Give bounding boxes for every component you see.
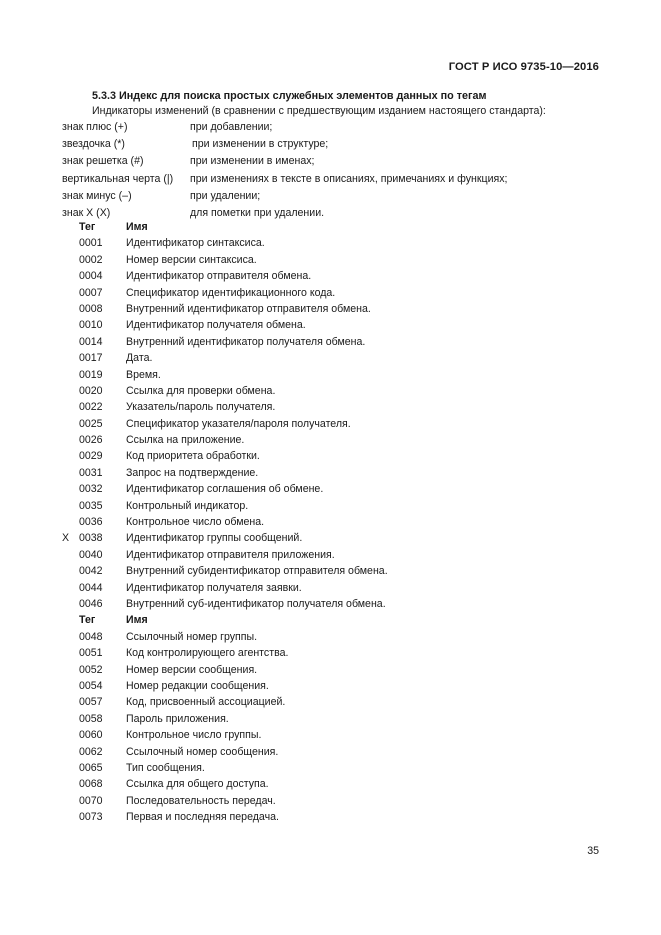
table-row [62,465,622,481]
tag-name: Время. [126,368,161,381]
tag-name: Номер редакции сообщения. [126,679,269,692]
tag-code: 0025 [79,417,103,430]
tag-code: 0073 [79,811,103,824]
tag-name: Ссылка на приложение. [126,434,245,447]
tag-name: Тип сообщения. [126,761,205,774]
table-row [62,268,622,284]
tag-name: Первая и последняя передача. [126,811,279,824]
tag-code: 0048 [79,630,103,643]
table-row [62,793,622,809]
legend-meaning: при изменениях в тексте в описаниях, примечаниях и функциях; [190,172,508,185]
standard-identifier: ГОСТ Р ИСО 9735-10—2016 [448,61,599,73]
change-marker: X [62,532,70,545]
table-row [62,399,622,415]
tag-name: Код приоритета обработки. [126,450,260,463]
tag-code: 0062 [79,745,103,758]
tag-code: 0032 [79,483,103,496]
table-row [62,809,622,825]
table-row [62,678,622,694]
tag-code: 0020 [79,384,103,397]
table-row [62,744,622,760]
tag-name: Идентификатор получателя заявки. [126,581,302,594]
tag-name: Ссылка для проверки обмена. [126,384,276,397]
table-row [62,580,622,596]
table-row [62,629,622,645]
tag-code: 0051 [79,647,103,660]
tag-name: Идентификатор отправителя обмена. [126,270,312,283]
tag-code: 0022 [79,401,103,414]
legend-sign: знак X (X) [62,206,111,219]
tag-name: Спецификатор указателя/пароля получателя. [126,417,351,430]
column-header-name: Имя [126,614,148,627]
tag-name: Дата. [126,352,153,365]
tag-code: 0031 [79,466,103,479]
table-row [62,694,622,710]
table-row [62,530,622,546]
table-row [62,563,622,579]
tag-code: 0008 [79,302,103,315]
tag-code: 0004 [79,270,103,283]
table-body-1 [62,235,622,612]
legend-row-minus [62,188,622,205]
tag-code: 0068 [79,778,103,791]
table-row [62,285,622,301]
tag-code: 0007 [79,286,103,299]
tag-code: 0026 [79,434,103,447]
legend-meaning: при удалении; [190,189,261,202]
tag-code: 0065 [79,761,103,774]
table-row [62,596,622,612]
tag-name: Код, присвоенный ассоциацией. [126,696,286,709]
tag-code: 0057 [79,696,103,709]
table-row [62,662,622,678]
legend-sign: вертикальная черта (|) [62,172,174,185]
table-row [62,334,622,350]
table-row [62,416,622,432]
tag-code: 0058 [79,712,103,725]
tag-name: Идентификатор соглашения об обмене. [126,483,324,496]
tag-name: Контрольный индикатор. [126,499,249,512]
page-number: 35 [587,845,599,857]
tag-name: Номер версии синтаксиса. [126,253,257,266]
tag-code: 0046 [79,597,103,610]
table-body-2 [62,629,622,826]
tag-name: Ссылочный номер сообщения. [126,745,279,758]
tag-name: Пароль приложения. [126,712,229,725]
tag-code: 0070 [79,794,103,807]
table-row [62,350,622,366]
indicators-intro: Индикаторы изменений (в сравнении с предшествующим изданием настоящего стандарта): [92,105,546,117]
table-row [62,760,622,776]
column-header-name: Имя [126,221,148,233]
tag-name: Контрольное число группы. [126,729,262,742]
tag-name: Внутренний субидентификатор отправителя обмена. [126,565,388,578]
column-header-tag: Тег [79,221,96,233]
tag-code: 0040 [79,548,103,561]
tag-code: 0035 [79,499,103,512]
tag-name: Внутренний идентификатор отправителя обмена. [126,302,371,315]
tag-name: Код контролирующего агентства. [126,647,289,660]
tag-name: Последовательность передач. [126,794,276,807]
table-row [62,481,622,497]
tag-code: 0010 [79,319,103,332]
tag-code: 0036 [79,516,103,529]
table-row [62,448,622,464]
tag-name: Контрольное число обмена. [126,516,265,529]
tag-name: Ссылка для общего доступа. [126,778,269,791]
legend-sign: знак решетка (#) [62,155,144,168]
tag-name: Внутренний суб-идентификатор получателя обмена. [126,597,386,610]
tag-name: Идентификатор получателя обмена. [126,319,306,332]
tag-name: Номер версии сообщения. [126,663,258,676]
change-indicator-legend [62,119,622,222]
table-row [62,317,622,333]
tag-code: 0029 [79,450,103,463]
legend-sign: знак плюс (+) [62,121,128,133]
legend-meaning: для пометки при удалении. [190,206,325,219]
legend-meaning: при добавлении; [190,121,273,133]
table-row [62,383,622,399]
tag-name: Запрос на подтверждение. [126,466,259,479]
legend-row-asterisk [62,136,622,153]
table-header [62,219,622,235]
tag-code: 0001 [79,237,103,250]
table-row [62,711,622,727]
table-row [62,235,622,251]
tag-code: 0002 [79,253,103,266]
tag-code: 0017 [79,352,103,365]
tag-code: 0038 [79,532,103,545]
table-row [62,514,622,530]
tag-name: Спецификатор идентификационного кода. [126,286,336,299]
legend-row-vertical-bar [62,171,622,188]
tag-name: Внутренний идентификатор получателя обмена. [126,335,366,348]
column-header-tag: Тег [79,614,96,627]
tag-code: 0044 [79,581,103,594]
tag-code: 0042 [79,565,103,578]
tag-code: 0060 [79,729,103,742]
tag-name: Ссылочный номер группы. [126,630,258,643]
legend-meaning: при изменении в именах; [190,155,315,168]
table-row [62,252,622,268]
tag-name: Идентификатор отправителя приложения. [126,548,335,561]
table-row [62,776,622,792]
table-header [62,612,622,628]
table-row [62,498,622,514]
section-title: 5.3.3 Индекс для поиска простых служебных элементов данных по тегам [92,90,487,102]
legend-sign: звездочка (*) [62,138,125,151]
legend-sign: знак минус (–) [62,189,132,202]
legend-row-hash [62,153,622,170]
tag-code: 0014 [79,335,103,348]
tag-code: 0019 [79,368,103,381]
table-row [62,367,622,383]
table-row [62,727,622,743]
table-row [62,547,622,563]
table-row [62,432,622,448]
tag-code: 0054 [79,679,103,692]
tag-name: Указатель/пароль получателя. [126,401,276,414]
table-row [62,301,622,317]
legend-row-plus [62,119,622,136]
tag-code: 0052 [79,663,103,676]
tag-index-table [62,219,622,825]
table-row [62,645,622,661]
legend-meaning: при изменении в структуре; [192,138,329,151]
tag-name: Идентификатор группы сообщений. [126,532,303,545]
tag-name: Идентификатор синтаксиса. [126,237,265,250]
